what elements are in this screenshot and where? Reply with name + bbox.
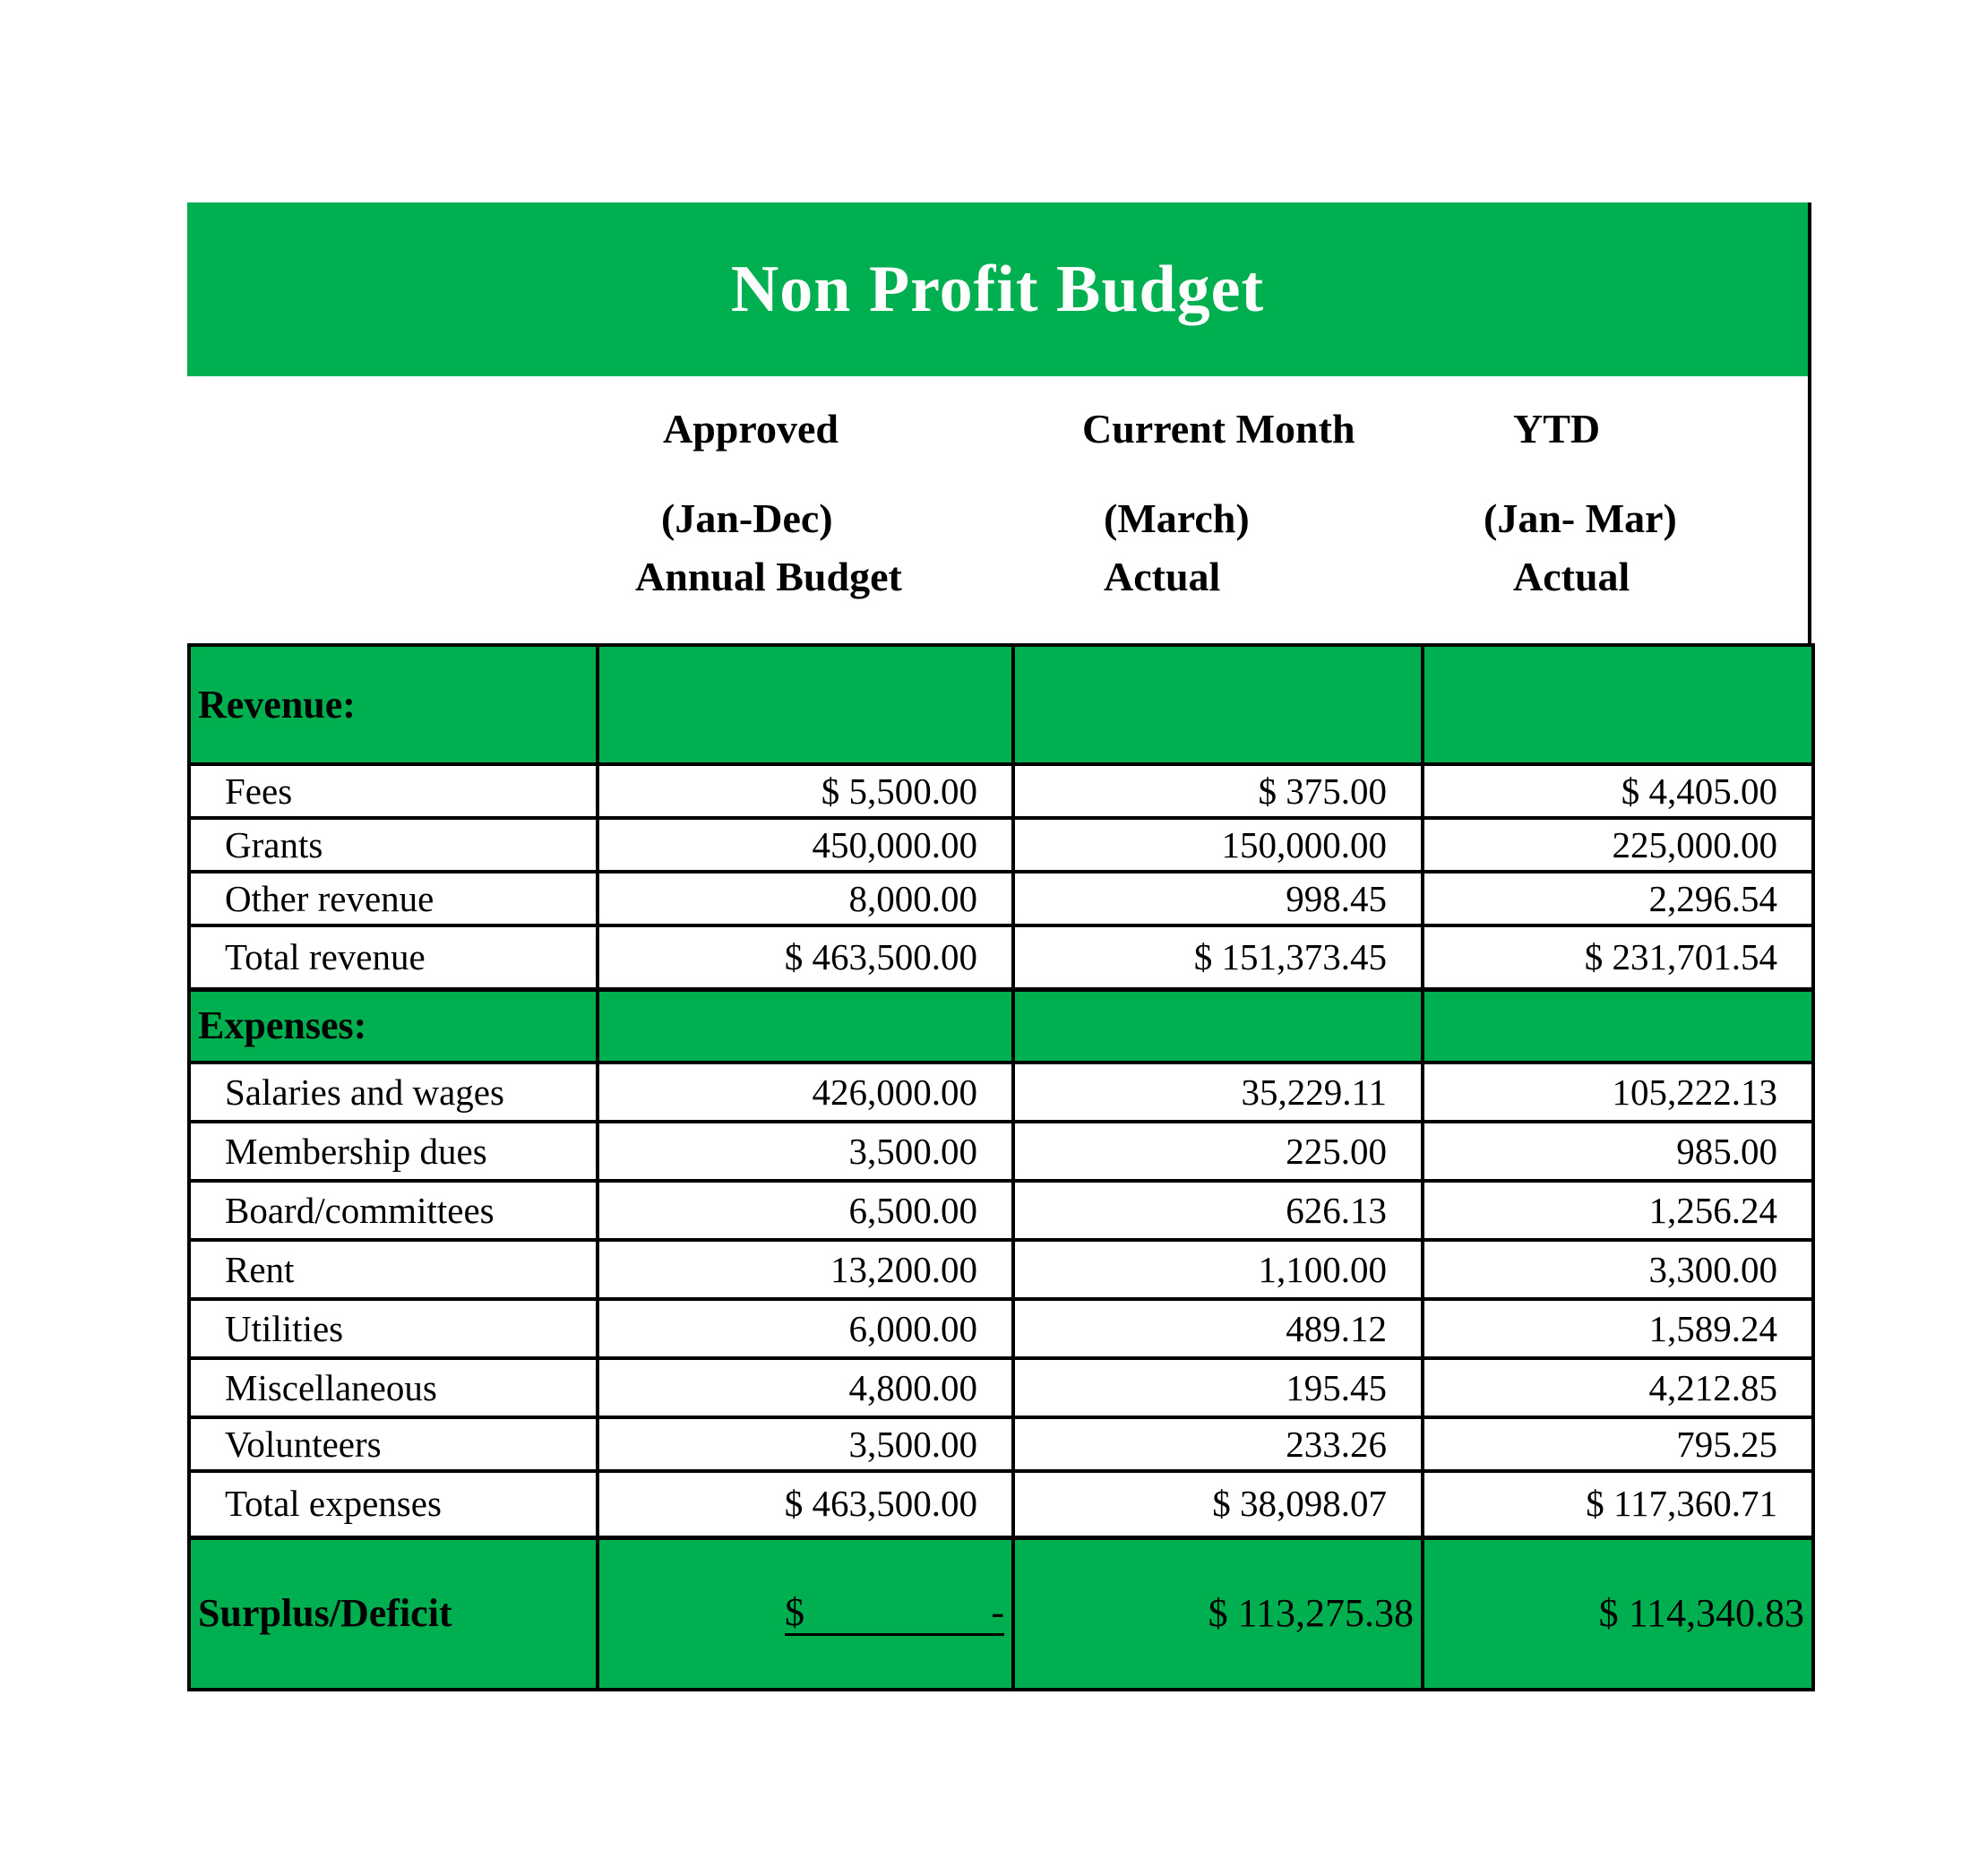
approved-cell: 4,800.00: [598, 1358, 1013, 1417]
ytd-header-line2: (Jan- Mar): [1484, 495, 1677, 541]
ytd-header-line3: Actual: [1513, 554, 1630, 599]
current-header-line3: Actual: [1104, 554, 1221, 599]
section-cell: [1423, 989, 1813, 1063]
expenses-section-label: Expenses:: [189, 989, 598, 1063]
approved-cell: 3,500.00: [598, 1417, 1013, 1471]
approved-cell: 3,500.00: [598, 1122, 1013, 1181]
row-label: Rent: [189, 1240, 598, 1299]
ytd-cell: 3,300.00: [1423, 1240, 1813, 1299]
row-label: Grants: [189, 818, 598, 872]
current-cell: 195.45: [1013, 1358, 1423, 1417]
current-cell: 35,229.11: [1013, 1063, 1423, 1122]
surplus-deficit-label: Surplus/Deficit: [189, 1537, 598, 1690]
table-row: [189, 1063, 1813, 1122]
current-header-line2: (March): [1104, 495, 1250, 541]
current-cell: $ 38,098.07: [1013, 1471, 1423, 1537]
table-row: [189, 1181, 1813, 1240]
ytd-cell: 1,589.24: [1423, 1299, 1813, 1358]
revenue-section-header: [189, 645, 1813, 764]
current-cell: $ 151,373.45: [1013, 925, 1423, 989]
row-label: Membership dues: [189, 1122, 598, 1181]
approved-cell: 6,000.00: [598, 1299, 1013, 1358]
ytd-cell: 795.25: [1423, 1417, 1813, 1471]
approved-cell: 450,000.00: [598, 818, 1013, 872]
current-surplus-cell: $ 113,275.38: [1013, 1537, 1423, 1690]
table-row: [189, 818, 1813, 872]
row-label: Utilities: [189, 1299, 598, 1358]
approved-cell: 13,200.00: [598, 1240, 1013, 1299]
approved-surplus-cell: [598, 1537, 1013, 1690]
table-row: [189, 764, 1813, 818]
ytd-header-line1: YTD: [1513, 406, 1601, 452]
table-row: [189, 1299, 1813, 1358]
current-cell: $ 375.00: [1013, 764, 1423, 818]
approved-cell: $ 463,500.00: [598, 1471, 1013, 1537]
ytd-cell: 225,000.00: [1423, 818, 1813, 872]
ytd-cell: $ 117,360.71: [1423, 1471, 1813, 1537]
row-label: Volunteers: [189, 1417, 598, 1471]
current-cell: 489.12: [1013, 1299, 1423, 1358]
currency-symbol: $: [785, 1589, 804, 1634]
ytd-cell: 1,256.24: [1423, 1181, 1813, 1240]
page-title: Non Profit Budget: [730, 252, 1265, 326]
ytd-cell: $ 4,405.00: [1423, 764, 1813, 818]
current-header-line1: Current Month: [1082, 406, 1355, 452]
approved-cell: $ 463,500.00: [598, 925, 1013, 989]
current-cell: 1,100.00: [1013, 1240, 1423, 1299]
approved-header-line3: Annual Budget: [635, 554, 902, 599]
row-label: Board/committees: [189, 1181, 598, 1240]
section-cell: [1013, 989, 1423, 1063]
row-label: Salaries and wages: [189, 1063, 598, 1122]
row-label: Miscellaneous: [189, 1358, 598, 1417]
section-cell: [1013, 645, 1423, 764]
ytd-cell: 105,222.13: [1423, 1063, 1813, 1122]
row-label: Total expenses: [189, 1471, 598, 1537]
budget-table: [187, 643, 1815, 1691]
approved-cell: 6,500.00: [598, 1181, 1013, 1240]
current-cell: 150,000.00: [1013, 818, 1423, 872]
section-cell: [598, 645, 1013, 764]
approved-header-line2: (Jan-Dec): [661, 495, 833, 541]
table-row: [189, 1358, 1813, 1417]
table-row: [189, 1240, 1813, 1299]
total-revenue-row: [189, 925, 1813, 989]
section-cell: [598, 989, 1013, 1063]
ytd-cell: 985.00: [1423, 1122, 1813, 1181]
current-cell: 233.26: [1013, 1417, 1423, 1471]
approved-cell: 426,000.00: [598, 1063, 1013, 1122]
current-cell: 225.00: [1013, 1122, 1423, 1181]
ytd-cell: 2,296.54: [1423, 872, 1813, 925]
total-expenses-row: [189, 1471, 1813, 1537]
ytd-cell: 4,212.85: [1423, 1358, 1813, 1417]
ytd-surplus-cell: $ 114,340.83: [1423, 1537, 1813, 1690]
zero-dash: -: [991, 1589, 1004, 1634]
column-header-area: [187, 376, 1811, 643]
table-row: [189, 872, 1813, 925]
current-cell: 626.13: [1013, 1181, 1423, 1240]
row-label: Other revenue: [189, 872, 598, 925]
row-label: Fees: [189, 764, 598, 818]
approved-cell: $ 5,500.00: [598, 764, 1013, 818]
approved-header-line1: Approved: [663, 406, 839, 452]
accounting-zero-value: [785, 1589, 1004, 1636]
budget-sheet: [187, 202, 1811, 1691]
table-row: [189, 1417, 1813, 1471]
revenue-section-label: Revenue:: [189, 645, 598, 764]
surplus-deficit-row: [189, 1537, 1813, 1690]
title-banner: [187, 202, 1811, 376]
approved-cell: 8,000.00: [598, 872, 1013, 925]
table-row: [189, 1122, 1813, 1181]
section-cell: [1423, 645, 1813, 764]
expenses-section-header: [189, 989, 1813, 1063]
row-label: Total revenue: [189, 925, 598, 989]
ytd-cell: $ 231,701.54: [1423, 925, 1813, 989]
current-cell: 998.45: [1013, 872, 1423, 925]
